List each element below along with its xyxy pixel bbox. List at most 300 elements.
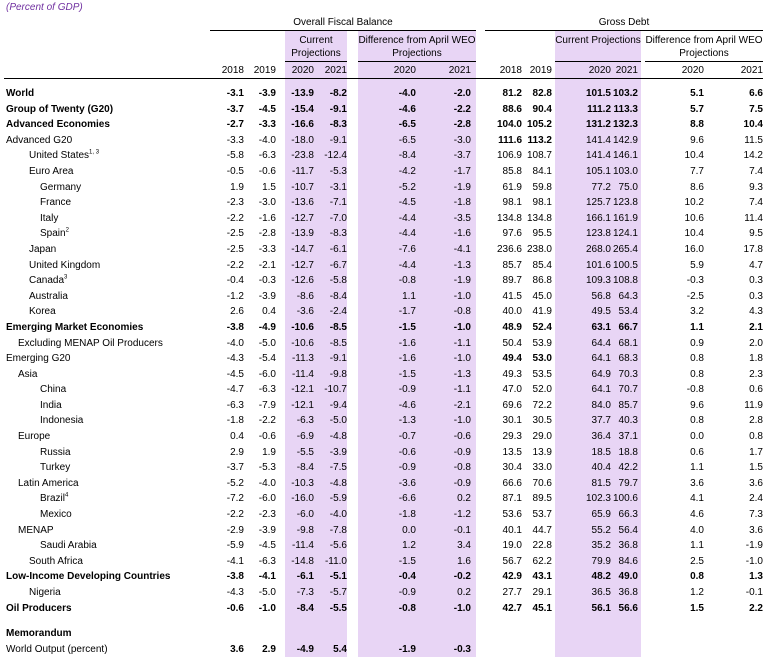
table-row [0, 642, 766, 657]
table-cell: 100.6 [612, 493, 638, 505]
table-cell: -9.1 [329, 134, 347, 146]
table-cell: -12.6 [291, 275, 314, 287]
table-cell: 82.8 [532, 88, 552, 99]
table-cell: 16.0 [684, 243, 704, 255]
table-cell: 113.2 [527, 134, 552, 146]
table-cell: 18.5 [591, 446, 611, 458]
table-cell: 105.2 [526, 119, 552, 131]
table-cell: 236.6 [496, 243, 522, 255]
table-cell: 48.9 [502, 321, 522, 333]
table-cell: -4.8 [329, 431, 347, 443]
table-cell: 66.7 [618, 321, 638, 333]
table-cell: -5.0 [258, 337, 276, 349]
table-cell: -4.5 [258, 540, 276, 552]
table-cell: -12.7 [291, 259, 314, 271]
table-cell: -7.9 [258, 399, 276, 411]
table-cell: 84.0 [591, 399, 611, 411]
table-cell: -6.3 [296, 415, 314, 427]
table-cell: 1.2 [690, 587, 704, 598]
table-cell: 37.7 [591, 415, 611, 427]
row-label [29, 554, 83, 570]
table-cell: 56.6 [618, 602, 638, 614]
table-cell: 36.8 [618, 587, 638, 598]
table-cell: 49.5 [591, 306, 611, 318]
table-cell: 37.1 [618, 431, 638, 443]
table-cell: 7.4 [749, 165, 763, 177]
table-cell: -5.9 [329, 493, 347, 505]
table-cell: -1.5 [398, 555, 416, 567]
table-cell: -1.3 [453, 368, 471, 380]
table-cell: -6.3 [258, 150, 276, 162]
table-cell: -0.3 [453, 643, 471, 655]
table-cell: 97.6 [502, 228, 522, 240]
table-cell: 0.6 [749, 384, 763, 396]
table-cell: -10.6 [291, 337, 314, 349]
table-cell: -6.0 [258, 368, 276, 380]
row-label-text: South Africa [29, 555, 83, 567]
table-cell: 0.4 [262, 306, 276, 318]
row-label-text: Memorandum [6, 628, 72, 640]
table-cell: -3.9 [258, 88, 276, 99]
table-cell: 103.2 [612, 88, 638, 99]
table-cell: 3.6 [749, 524, 763, 536]
table-cell: -3.7 [226, 462, 244, 474]
table-cell: 41.9 [532, 306, 552, 318]
row-label-text: India [40, 399, 62, 411]
table-cell: -1.1 [453, 384, 471, 396]
table-cell: 56.8 [591, 290, 611, 302]
table-cell: -3.3 [258, 119, 276, 131]
table-cell: -2.9 [226, 524, 244, 536]
table-cell: 5.4 [333, 643, 347, 655]
table-cell: -5.3 [258, 462, 276, 474]
row-label [40, 226, 69, 242]
row-label-text: Brazil [40, 493, 66, 505]
table-cell: 70.6 [532, 477, 552, 489]
table-cell: 29.0 [532, 431, 552, 443]
table-cell: 4.1 [690, 493, 704, 505]
table-cell: 66.3 [618, 509, 638, 521]
footnote-marker: 4 [65, 493, 69, 500]
year-header: 2020 [393, 65, 416, 76]
table-cell: 48.2 [591, 571, 611, 583]
table-cell: -6.3 [258, 555, 276, 567]
row-label-text: Spain [40, 228, 66, 240]
table-row [0, 195, 766, 211]
table-cell: 64.1 [591, 384, 611, 396]
table-cell: -9.1 [329, 353, 347, 365]
table-cell: -3.3 [226, 134, 244, 146]
table-cell: -4.3 [226, 587, 244, 598]
table-cell: -5.0 [329, 415, 347, 427]
table-cell: 105.1 [585, 165, 611, 177]
table-cell: 103.0 [612, 165, 638, 177]
row-label [18, 367, 37, 383]
table-cell: 85.4 [532, 259, 552, 271]
table-cell: -3.6 [398, 477, 416, 489]
table-cell: 98.1 [532, 197, 552, 209]
table-cell: 84.1 [532, 165, 552, 177]
row-label-text: Germany [40, 181, 82, 193]
table-row [0, 476, 766, 492]
table-cell: -0.4 [226, 275, 244, 287]
table-cell: 9.6 [690, 399, 704, 411]
table-cell: -1.0 [453, 290, 471, 302]
table-cell: -6.3 [226, 399, 244, 411]
table-cell: 1.9 [262, 446, 276, 458]
table-cell: 30.4 [502, 462, 522, 474]
table-cell: -9.8 [329, 368, 347, 380]
table-cell: 27.7 [502, 587, 522, 598]
table-cell: -0.1 [745, 587, 763, 598]
table-cell: 53.6 [502, 509, 522, 521]
table-cell: -2.8 [453, 119, 471, 131]
table-cell: -10.7 [324, 384, 347, 396]
table-cell: 102.3 [585, 493, 611, 505]
table-cell: 0.3 [749, 275, 763, 287]
table-cell: 1.1 [690, 321, 704, 333]
table-cell: -3.7 [226, 103, 244, 115]
table-cell: 10.2 [684, 197, 704, 209]
table-cell: 33.0 [532, 462, 552, 474]
table-cell: -4.7 [226, 384, 244, 396]
table-row [0, 211, 766, 227]
group-header-fiscal-balance: Overall Fiscal Balance [293, 17, 393, 28]
table-cell: 70.3 [618, 368, 638, 380]
row-label-text: World [6, 88, 35, 99]
table-cell: -0.6 [453, 431, 471, 443]
row-label-text: Korea [29, 306, 56, 318]
table-cell: 0.3 [749, 290, 763, 302]
table-cell: 3.2 [690, 306, 704, 318]
table-cell: 0.2 [457, 493, 471, 505]
row-label-text: Mexico [40, 509, 72, 521]
table-cell: -3.8 [226, 321, 244, 333]
table-row [0, 351, 766, 367]
table-cell: -5.1 [329, 571, 347, 583]
table-cell: -11.7 [291, 165, 314, 177]
table-cell: 36.8 [618, 540, 638, 552]
table-row [0, 148, 766, 164]
table-row [0, 626, 766, 642]
table-cell: 98.1 [502, 197, 522, 209]
table-row [0, 273, 766, 289]
table-cell: 52.0 [532, 384, 552, 396]
row-label [40, 507, 72, 523]
row-label [40, 398, 62, 414]
table-cell: 7.4 [749, 197, 763, 209]
table-cell: 68.1 [618, 337, 638, 349]
table-cell: 2.8 [749, 415, 763, 427]
table-cell: 10.4 [743, 119, 763, 131]
table-cell: -4.1 [226, 555, 244, 567]
row-label [40, 180, 81, 196]
table-cell: -13.6 [291, 197, 314, 209]
table-cell: -1.0 [258, 602, 276, 614]
table-cell: 55.2 [591, 524, 611, 536]
table-cell: 7.3 [749, 509, 763, 521]
row-label-text: Australia [29, 290, 68, 302]
table-cell: 45.0 [532, 290, 552, 302]
table-cell: -4.2 [398, 165, 416, 177]
table-cell: -1.0 [453, 321, 471, 333]
table-cell: -13.9 [291, 88, 314, 99]
table-cell: 3.6 [230, 643, 244, 655]
row-label-text: Canada [29, 275, 65, 287]
year-header: 2021 [324, 65, 347, 76]
table-cell: 265.4 [612, 243, 638, 255]
table-cell: -11.4 [291, 540, 314, 552]
table-row [0, 413, 766, 429]
table-cell: -3.5 [453, 212, 471, 224]
table-cell: 52.4 [532, 321, 552, 333]
table-cell: 85.8 [502, 165, 522, 177]
table-cell: -4.9 [258, 321, 276, 333]
data-table-body [0, 86, 766, 657]
table-cell: 61.9 [502, 181, 522, 193]
table-cell: 14.2 [743, 150, 763, 162]
table-row [0, 226, 766, 242]
table-cell: -0.6 [226, 602, 244, 614]
table-cell: 10.4 [684, 150, 704, 162]
table-cell: 42.9 [502, 571, 522, 583]
table-cell: -4.6 [398, 103, 416, 115]
table-cell: -2.2 [453, 103, 471, 115]
table-cell: 45.1 [532, 602, 552, 614]
row-label-text: Asia [18, 368, 38, 380]
table-cell: -5.4 [258, 353, 276, 365]
table-cell: 65.9 [591, 509, 611, 521]
table-cell: -3.3 [258, 243, 276, 255]
table-cell: 42.2 [618, 462, 638, 474]
table-cell: -1.7 [398, 306, 416, 318]
table-cell: 53.7 [532, 509, 552, 521]
table-row [0, 538, 766, 554]
table-cell: 1.1 [690, 540, 704, 552]
table-cell: -4.5 [226, 368, 244, 380]
table-cell: 40.0 [502, 306, 522, 318]
year-header: 2019 [253, 65, 276, 76]
row-label-text: Japan [29, 243, 57, 255]
table-cell: 88.6 [502, 103, 522, 115]
table-cell: -0.8 [686, 384, 704, 396]
row-label-text: Low-Income Developing Countries [6, 571, 171, 583]
row-label [40, 491, 68, 507]
table-cell: -0.6 [258, 165, 276, 177]
table-cell: -23.8 [291, 150, 314, 162]
table-cell: 11.5 [744, 134, 763, 146]
table-cell: 146.1 [612, 150, 638, 162]
row-label [18, 523, 54, 539]
table-cell: -7.0 [329, 212, 347, 224]
row-label [29, 273, 67, 289]
row-label-text: MENAP [18, 524, 54, 536]
table-cell: 0.8 [690, 353, 704, 365]
table-cell: -4.4 [398, 259, 416, 271]
table-cell: 36.4 [591, 431, 611, 443]
table-cell: 62.2 [532, 555, 552, 567]
table-row [0, 242, 766, 258]
table-cell: 66.6 [502, 477, 522, 489]
row-label-text: United States [29, 150, 90, 162]
table-cell: -1.6 [398, 353, 416, 365]
header-rule-debt [485, 30, 763, 31]
table-cell: -11.4 [291, 368, 314, 380]
table-cell: 87.1 [502, 493, 522, 505]
table-row [0, 585, 766, 601]
table-cell: -12.1 [291, 399, 314, 411]
table-cell: 29.3 [502, 431, 522, 443]
table-cell: 108.8 [612, 275, 638, 287]
table-cell: 101.5 [585, 88, 611, 99]
table-cell: 0.4 [230, 431, 244, 443]
table-cell: 109.3 [585, 275, 611, 287]
table-cell: -0.3 [686, 275, 704, 287]
row-label [40, 211, 58, 227]
table-cell: 89.5 [532, 493, 552, 505]
table-cell: 35.2 [591, 540, 611, 552]
table-cell: -1.6 [453, 228, 471, 240]
table-cell: 104.0 [496, 119, 522, 131]
table-cell: -6.5 [398, 134, 416, 146]
table-cell: -18.0 [291, 134, 314, 146]
table-cell: -12.7 [291, 212, 314, 224]
table-cell: 11.4 [744, 212, 763, 224]
table-cell: 1.5 [749, 462, 763, 474]
row-label-text: Europe [18, 431, 51, 443]
table-cell: 50.4 [502, 337, 522, 349]
table-cell: 56.4 [618, 524, 638, 536]
table-cell: -0.9 [453, 477, 471, 489]
table-cell: 1.5 [262, 181, 276, 193]
table-row [0, 180, 766, 196]
table-cell: 3.4 [457, 540, 471, 552]
table-cell: -8.4 [329, 290, 347, 302]
table-cell: 5.7 [690, 103, 704, 115]
table-cell: -0.9 [398, 384, 416, 396]
table-row [0, 507, 766, 523]
table-cell: -4.0 [329, 509, 347, 521]
table-cell: 111.6 [498, 134, 522, 146]
table-cell: 11.9 [744, 399, 763, 411]
table-cell: 141.4 [585, 150, 611, 162]
table-cell: -10.7 [291, 181, 314, 193]
table-cell: -2.2 [226, 212, 244, 224]
table-cell: -6.3 [258, 384, 276, 396]
table-cell: 0.8 [749, 431, 763, 443]
table-row [0, 258, 766, 274]
table-cell: 95.5 [532, 228, 552, 240]
row-label [29, 585, 61, 601]
table-cell: -0.9 [398, 587, 416, 598]
table-row [0, 304, 766, 320]
table-row [0, 102, 766, 118]
table-cell: 84.6 [618, 555, 638, 567]
table-cell: 134.8 [526, 212, 552, 224]
table-row [0, 289, 766, 305]
table-cell: -1.2 [226, 290, 244, 302]
table-cell: 2.9 [262, 643, 276, 655]
table-cell: -1.8 [398, 509, 416, 521]
table-cell: -6.7 [329, 259, 347, 271]
table-cell: 2.1 [749, 321, 763, 333]
table-cell: 10.4 [684, 228, 704, 240]
fiscal-current-projections-header: Current Projections [291, 35, 341, 59]
table-cell: 101.6 [585, 259, 611, 271]
table-cell: 2.5 [690, 555, 704, 567]
table-cell: 141.4 [585, 134, 611, 146]
table-cell: 2.0 [749, 337, 763, 349]
table-cell: 131.2 [585, 119, 611, 131]
table-cell: 75.0 [618, 181, 638, 193]
table-cell: -4.4 [398, 212, 416, 224]
table-row [0, 554, 766, 570]
row-label [6, 117, 110, 133]
table-cell: -8.4 [296, 602, 314, 614]
table-cell: 5.1 [690, 88, 704, 99]
table-cell: -7.8 [329, 524, 347, 536]
table-cell: 42.7 [502, 602, 522, 614]
table-cell: -5.7 [329, 587, 347, 598]
table-cell: -9.1 [329, 103, 347, 115]
table-cell: -4.0 [258, 477, 276, 489]
year-header: 2018 [499, 65, 522, 76]
table-cell: 0.2 [457, 587, 471, 598]
row-label-text: Oil Producers [6, 602, 72, 614]
table-cell: 49.4 [502, 353, 522, 365]
table-cell: -8.2 [329, 88, 347, 99]
table-cell: 36.5 [591, 587, 611, 598]
table-cell: 64.1 [591, 353, 611, 365]
table-cell: -2.4 [329, 306, 347, 318]
table-cell: -15.4 [291, 103, 314, 115]
table-cell: 85.7 [618, 399, 638, 411]
table-cell: 2.2 [749, 602, 763, 614]
table-cell: 124.1 [612, 228, 638, 240]
row-label-text: Advanced G20 [6, 134, 73, 146]
table-cell: 72.2 [532, 399, 552, 411]
table-cell: -7.1 [329, 197, 347, 209]
table-cell: -1.0 [453, 353, 471, 365]
table-cell: 123.8 [585, 228, 611, 240]
table-cell: 1.1 [690, 462, 704, 474]
row-label [18, 429, 50, 445]
table-cell: -0.7 [398, 431, 416, 443]
year-header: 2020 [588, 65, 611, 76]
table-cell: 106.9 [496, 150, 522, 162]
row-label [40, 445, 71, 461]
table-cell: 0.6 [690, 446, 704, 458]
table-cell: 1.1 [402, 290, 416, 302]
row-spacer [0, 616, 766, 626]
year-header: 2019 [529, 65, 552, 76]
table-row [0, 569, 766, 585]
table-cell: -13.9 [291, 228, 314, 240]
subheader-rule-debt-current [555, 61, 641, 62]
table-cell: -5.2 [226, 477, 244, 489]
year-header: 2018 [221, 65, 244, 76]
table-cell: -10.6 [291, 321, 314, 333]
table-cell: 30.5 [532, 415, 552, 427]
table-cell: -0.8 [453, 306, 471, 318]
table-cell: 238.0 [526, 243, 552, 255]
table-cell: 134.8 [496, 212, 522, 224]
table-cell: 161.9 [612, 212, 638, 224]
group-header-gross-debt: Gross Debt [598, 17, 650, 28]
table-cell: -3.9 [258, 524, 276, 536]
table-cell: 123.8 [612, 197, 638, 209]
table-cell: 1.8 [749, 353, 763, 365]
